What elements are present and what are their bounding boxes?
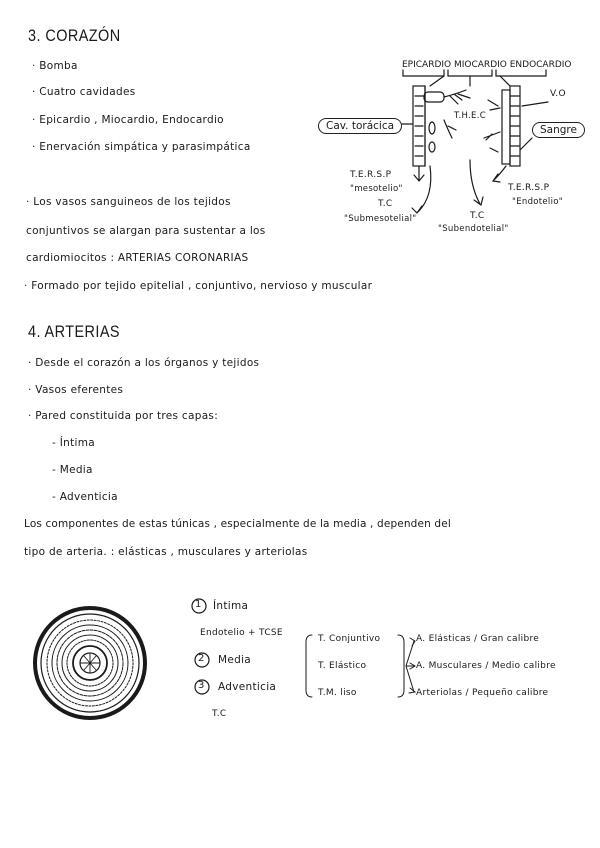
bullet-desde-corazon: · Desde el corazón a los órganos y tejidos <box>28 357 260 369</box>
thec-label: T.H.E.C <box>454 111 486 121</box>
left-submesotelial: "Submesotelial" <box>344 214 417 224</box>
legend-num-1: 1 <box>195 599 202 610</box>
section-3-title: 3. CORAZÓN <box>28 26 121 45</box>
sangre-box: Sangre <box>532 122 585 138</box>
bullet-bomba: · Bomba <box>32 60 78 72</box>
tissue-elastico: T. Elástico <box>318 661 367 671</box>
type-musculares: A. Musculares / Medio calibre <box>416 661 556 671</box>
right-tersp: T.E.R.S.P <box>508 183 550 193</box>
tissue-muscular-liso: T.M. liso <box>318 688 357 698</box>
center-subendotelial: "Subendotelial" <box>438 224 509 234</box>
right-endotelio: "Endotelio" <box>512 197 563 207</box>
intima-detail: Endotelio + TCSE <box>200 628 283 638</box>
type-arteriolas: Arteriolas / Pequeño calibre <box>416 688 549 698</box>
section4-paragraph-line-2: tipo de arteria. : elásticas , musculares y arteriolas <box>24 546 308 558</box>
adventicia-detail: T.C <box>212 709 227 719</box>
legend-num-2: 2 <box>198 653 205 664</box>
tissue-bracket-left <box>306 635 312 697</box>
paragraph-line-3: cardiomiocitos : ARTERIAS CORONARIAS <box>26 252 249 264</box>
layer-intima: - Íntima <box>52 437 95 449</box>
vo-label: V.O <box>550 89 566 99</box>
bullet-capas: · Epicardio , Miocardio, Endocardio <box>32 114 224 126</box>
left-tc: T.C <box>378 199 393 209</box>
left-tersp: T.E.R.S.P <box>350 170 392 180</box>
bullet-enervacion: · Enervación simpática y parasimpática <box>32 141 251 153</box>
paragraph-line-2: conjuntivos se alargan para sustentar a los <box>26 225 266 237</box>
legend-intima: Íntima <box>213 600 249 612</box>
cav-toracica-box: Cav. torácica <box>318 118 402 134</box>
tissue-conjuntivo: T. Conjuntivo <box>318 634 381 644</box>
section4-paragraph-line-1: Los componentes de estas túnicas , especialmente de la media , dependen del <box>24 518 451 530</box>
heart-layers-label: EPICARDIO MIOCARDIO ENDOCARDIO <box>402 60 572 70</box>
type-elasticas: A. Elásticas / Gran calibre <box>416 634 540 644</box>
layer-media: - Media <box>52 464 93 476</box>
bullet-cavidades: · Cuatro cavidades <box>32 86 136 98</box>
bullet-vasos-eferentes: · Vasos eferentes <box>28 384 124 396</box>
legend-media: Media <box>218 654 252 666</box>
section-4-title: 4. ARTERIAS <box>28 322 120 341</box>
formed-by-line: · Formado por tejido epitelial , conjuntivo, nervioso y muscular <box>24 280 373 292</box>
tissue-bracket-right <box>398 635 404 697</box>
layer-adventicia: - Adventicia <box>52 491 118 503</box>
paragraph-line-1: · Los vasos sanguineos de los tejidos <box>26 196 231 208</box>
left-mesotelio: "mesotelio" <box>350 184 403 194</box>
legend-adventicia: Adventicia <box>218 681 277 693</box>
legend-num-3: 3 <box>198 680 205 691</box>
bullet-pared: · Pared constituida por tres capas: <box>28 410 219 422</box>
center-tc: T.C <box>470 211 485 221</box>
